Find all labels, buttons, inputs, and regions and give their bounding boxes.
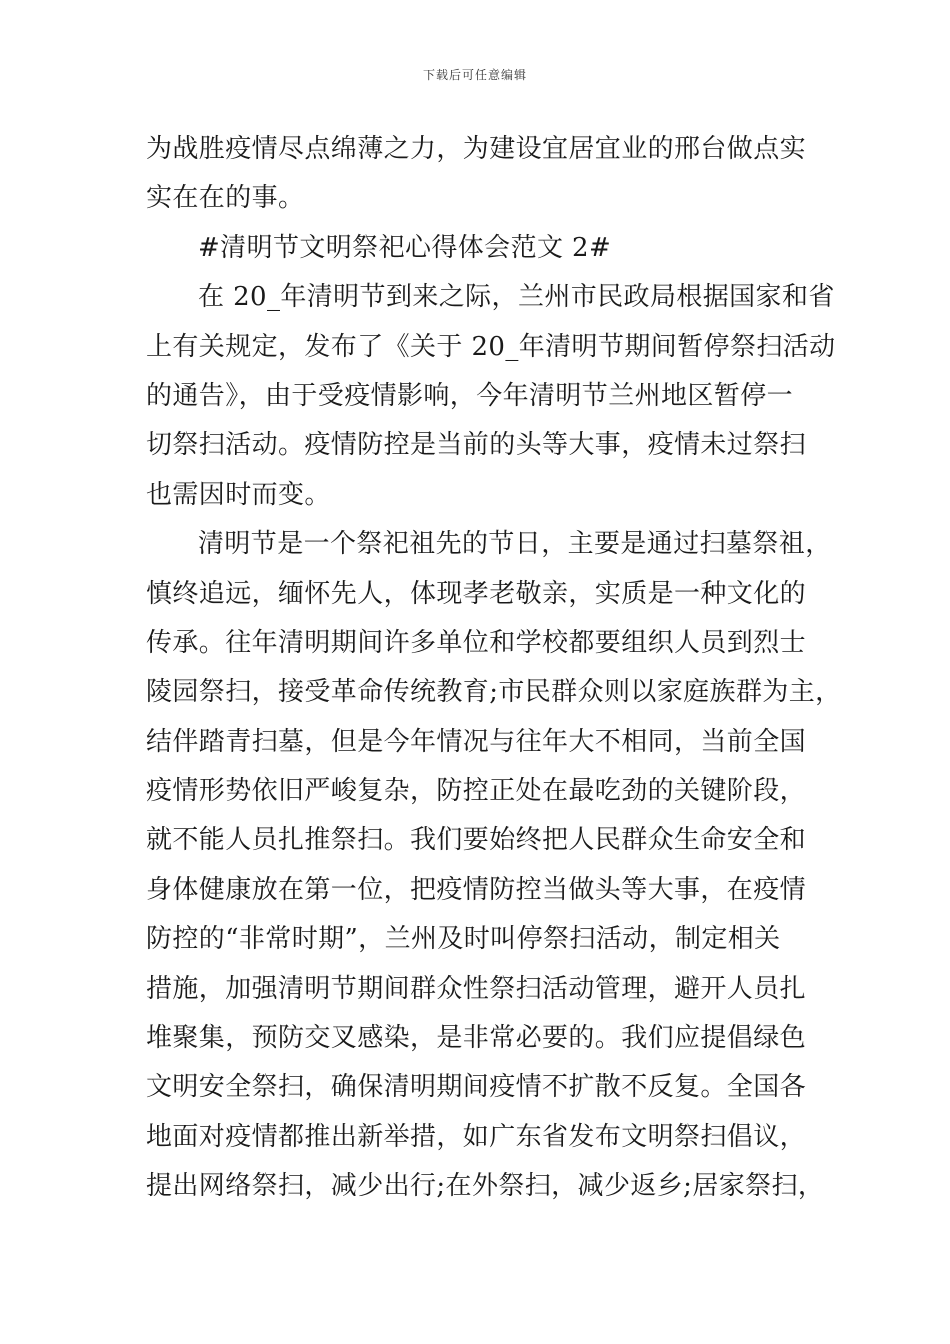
text-line: 陵园祭扫，接受革命传统教育;市民群众则以家庭族群为主， (146, 677, 842, 708)
text-line: 疫情形势依旧严峻复杂，防控正处在最吃劲的关键阶段， (146, 776, 807, 807)
text-line: 切祭扫活动。疫情防控是当前的头等大事，疫情未过祭扫 (146, 430, 807, 461)
section-heading: #清明节文明祭祀心得体会范文 2# (198, 232, 612, 263)
paragraph-start-line: 清明节是一个祭祀祖先的节日，主要是通过扫墓祭祖， (198, 529, 832, 560)
text-line: 结伴踏青扫墓，但是今年情况与往年大不相同，当前全国 (146, 726, 807, 757)
text-line: 提出网络祭扫，减少出行;在外祭扫，减少返乡;居家祭扫， (146, 1171, 825, 1202)
text-line: 文明安全祭扫，确保清明期间疫情不扩散不反复。全国各 (146, 1072, 807, 1103)
text-line: 也需因时而变。 (146, 479, 331, 510)
header-note: 下载后可任意编辑 (422, 68, 527, 82)
text-line: 为战胜疫情尽点绵薄之力，为建设宜居宜业的邢台做点实 (146, 134, 807, 164)
text-line: 慎终追远，缅怀先人，体现孝老敬亲，实质是一种文化的 (146, 578, 807, 609)
text-line: 实在在的事。 (146, 183, 305, 214)
text-line: 措施，加强清明节期间群众性祭扫活动管理，避开人员扎 (146, 973, 807, 1004)
text-line: 防控的“非常时期”，兰州及时叫停祭扫活动，制定相关 (146, 924, 781, 955)
paragraph-start-line: 在 20_年清明节到来之际，兰州市民政局根据国家和省 (198, 282, 835, 313)
text-line: 地面对疫情都推出新举措，如广东省发布文明祭扫倡议， (146, 1121, 807, 1152)
text-line: 的通告》，由于受疫情影响，今年清明节兰州地区暂停一 (146, 380, 794, 411)
document-body (146, 125, 842, 1212)
text-line: 就不能人员扎推祭扫。我们要始终把人民群众生命安全和 (146, 825, 807, 856)
text-line: 传承。往年清明期间许多单位和学校都要组织人员到烈士 (146, 627, 807, 658)
text-line: 堆聚集，预防交叉感染，是非常必要的。我们应提倡绿色 (146, 1023, 807, 1054)
text-line: 身体健康放在第一位，把疫情防控当做头等大事，在疫情 (146, 874, 807, 905)
text-line: 上有关规定，发布了《关于 20_年清明节期间暂停祭扫活动 (146, 331, 836, 362)
